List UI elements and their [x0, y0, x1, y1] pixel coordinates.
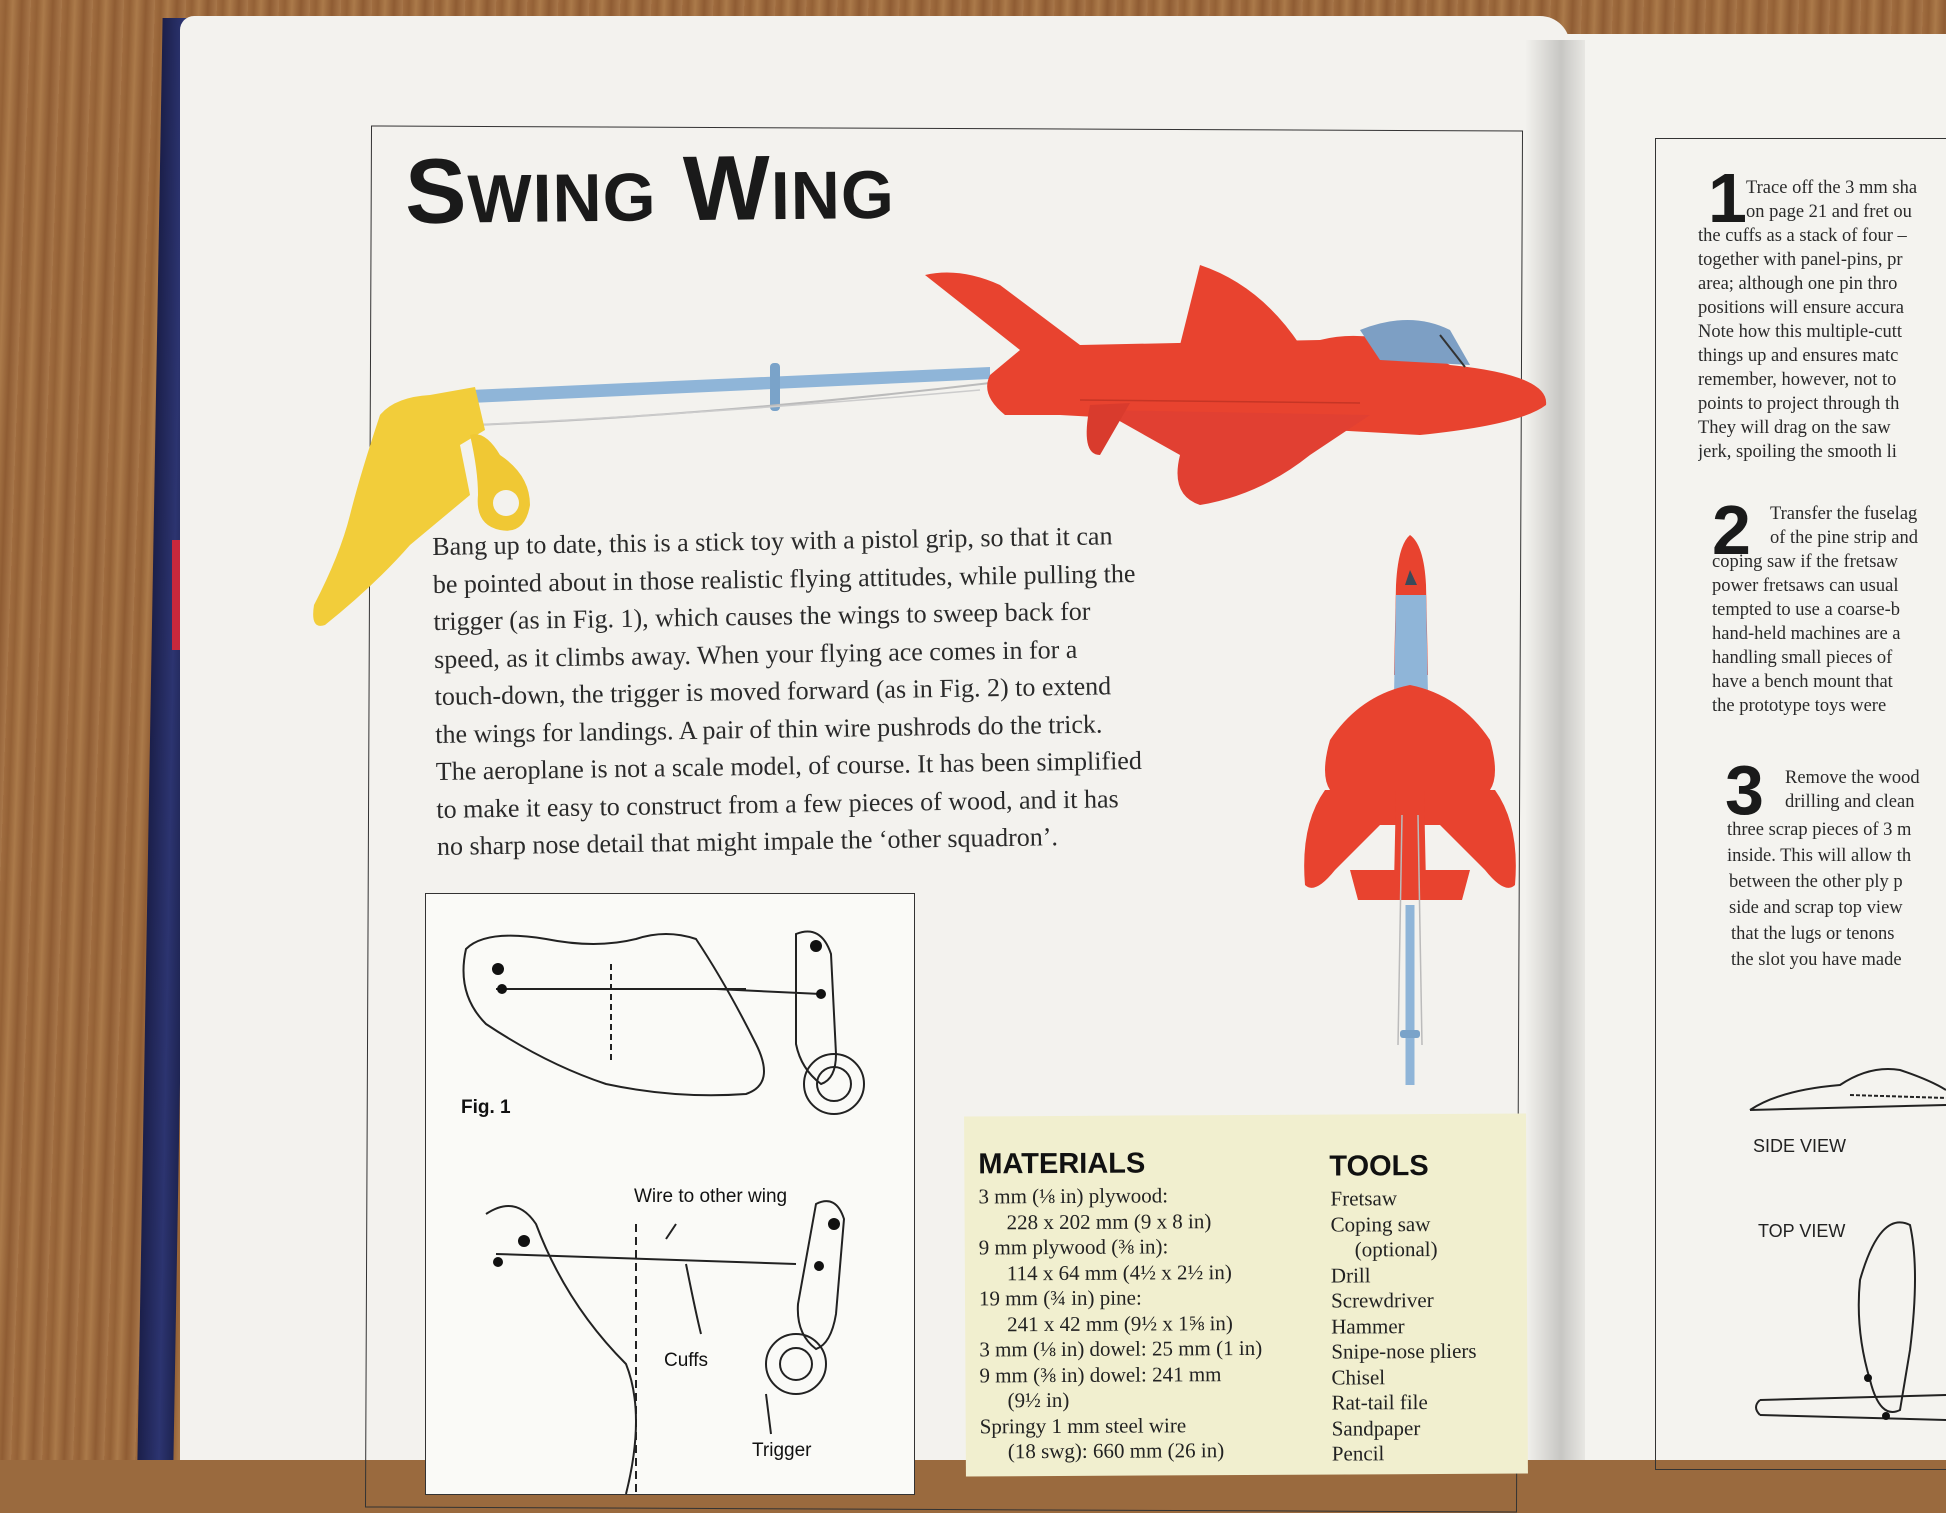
tools-item: Rat-tail file [1331, 1390, 1428, 1415]
materials-item: 3 mm (⅛ in) dowel: 25 mm (1 in) [979, 1335, 1263, 1362]
materials-item: 228 x 202 mm (9 x 8 in) [1006, 1208, 1212, 1234]
materials-item: 9 mm plywood (⅜ in): [978, 1234, 1169, 1260]
materials-list [978, 1183, 1262, 1465]
materials-item: 3 mm (⅛ in) plywood: [978, 1183, 1169, 1209]
tools-item: Sandpaper [1331, 1415, 1421, 1441]
step-line: power fretsaws can usual [1712, 576, 1899, 596]
trigger [470, 434, 530, 531]
intro-line: no sharp nose detail that might impale the ‘other squadron’. [436, 822, 1059, 861]
step-line: the prototype toys were [1712, 696, 1887, 716]
tools-item: Drill [1330, 1262, 1371, 1288]
materials-item: 9 mm (⅜ in) dowel: 241 mm [979, 1361, 1222, 1387]
intro-line: to make it easy to construct from a few pieces of wood, and it has [436, 783, 1119, 824]
intro-line: touch-down, the trigger is moved forward (as in Fig. 2) to extend [434, 671, 1112, 711]
step-line: They will drag on the saw [1698, 418, 1891, 438]
tools-item: Hammer [1331, 1313, 1405, 1339]
materials-item: Springy 1 mm steel wire [979, 1412, 1187, 1438]
intro-line: The aeroplane is not a scale model, of course. It has been simplified [435, 745, 1143, 786]
step-line: on page 21 and fret ou [1746, 202, 1912, 222]
step-line: drilling and clean [1785, 792, 1915, 812]
step-line: things up and ensures matc [1698, 346, 1899, 366]
tools-item: Coping saw [1330, 1211, 1431, 1237]
tailplane-vertical [1350, 870, 1470, 900]
step-line: hand-held machines are a [1712, 624, 1901, 644]
step-line: points to project through th [1698, 394, 1900, 414]
stick-collar [770, 363, 780, 411]
top-view-label: TOP VIEW [1758, 1221, 1846, 1241]
tools-item: Fretsaw [1330, 1186, 1398, 1211]
step-line: Note how this multiple-cutt [1698, 322, 1902, 342]
page-gutter-shadow [1525, 40, 1585, 1460]
step-line: side and scrap top view [1729, 898, 1903, 918]
intro-line: be pointed about in those realistic flying attitudes, while pulling the [432, 558, 1136, 599]
tools-item: Screwdriver [1330, 1288, 1434, 1313]
step-line: handling small pieces of [1712, 648, 1893, 668]
page-title: SWING WING [404, 137, 896, 243]
materials-tools-box [964, 1114, 1528, 1477]
intro-paragraph [432, 514, 1297, 865]
step-line: Remove the wood [1785, 768, 1920, 788]
step-line: inside. This will allow th [1727, 846, 1912, 866]
tail-fin [1180, 265, 1300, 345]
tools-item: (optional) [1354, 1236, 1438, 1262]
cuffs-label: Cuffs [664, 1350, 709, 1371]
materials-item: 114 x 64 mm (4½ x 2½ in) [1006, 1259, 1232, 1285]
tools-list [1330, 1186, 1477, 1467]
canopy-vertical [1394, 595, 1428, 695]
step-line: together with panel-pins, pr [1698, 250, 1903, 270]
step-line: coping saw if the fretsaw [1712, 552, 1898, 572]
step-line: Transfer the fuselag [1770, 504, 1918, 524]
step-line: Trace off the 3 mm sha [1746, 178, 1918, 198]
materials-item: (9½ in) [1007, 1387, 1070, 1413]
plane-top-view-photo [1290, 525, 1530, 1095]
step-line: remember, however, not to [1698, 370, 1897, 390]
step-3 [1725, 760, 1946, 980]
toy-stick [470, 367, 990, 403]
tailplane [1087, 403, 1130, 455]
step-line: the slot you have made [1731, 950, 1902, 970]
side-view-label: SIDE VIEW [1753, 1136, 1847, 1156]
step-line: jerk, spoiling the smooth li [1698, 442, 1897, 462]
materials-item: 19 mm (¾ in) pine: [978, 1285, 1142, 1311]
materials-item: (18 swg): 660 mm (26 in) [1007, 1438, 1225, 1464]
tools-item: Pencil [1331, 1441, 1385, 1466]
materials-heading: MATERIALS [978, 1147, 1146, 1181]
figure-box [425, 893, 915, 1495]
step-1 [1698, 168, 1946, 478]
tools-item: Snipe-nose pliers [1331, 1338, 1477, 1364]
step-line: between the other ply p [1729, 872, 1903, 892]
step-line: of the pine strip and [1770, 528, 1918, 548]
step-line: that the lugs or tenons [1731, 924, 1895, 944]
step-number: 1 [1708, 168, 1747, 237]
swept-wing [1100, 410, 1370, 505]
tools-heading: TOOLS [1329, 1150, 1429, 1183]
side-top-view-drawings [1740, 1050, 1946, 1460]
step-line: positions will ensure accura [1698, 298, 1905, 318]
tools-item: Chisel [1331, 1364, 1386, 1390]
step-line: tempted to use a coarse-b [1712, 600, 1901, 620]
step-line: three scrap pieces of 3 m [1727, 820, 1912, 840]
step-line: have a bench mount that [1712, 672, 1893, 692]
step-line: area; although one pin thro [1698, 274, 1898, 294]
intro-line: the wings for landings. A pair of thin wire pushrods do the trick. [435, 708, 1103, 749]
step-2 [1712, 500, 1946, 740]
intro-line: Bang up to date, this is a stick toy with a pistol grip, so that it can [432, 521, 1113, 561]
wing-upper [1325, 685, 1495, 790]
fig1-label: Fig. 1 [461, 1097, 511, 1118]
intro-line: speed, as it climbs away. When your flying ace comes in for a [433, 634, 1078, 674]
intro-line: trigger (as in Fig. 1), which causes the wings to sweep back for [433, 596, 1091, 636]
step-line: the cuffs as a stack of four – [1698, 226, 1907, 246]
step-number: 3 [1725, 760, 1764, 829]
wire-label: Wire to other wing [634, 1186, 788, 1207]
step-number: 2 [1712, 500, 1751, 569]
trigger-label: Trigger [752, 1440, 812, 1461]
materials-item: 241 x 42 mm (9½ x 1⅝ in) [1007, 1310, 1233, 1336]
